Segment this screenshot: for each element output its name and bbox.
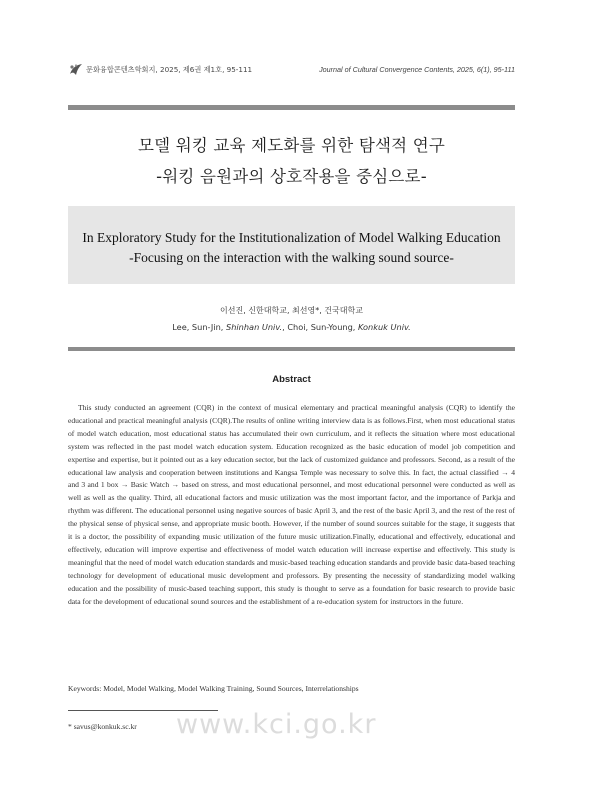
corresponding-author-email: * savus@konkuk.sc.kr (68, 722, 137, 731)
keywords: Keywords: Model, Model Walking, Model Walking Training, Sound Sources, Interrelationships (68, 684, 359, 693)
author-name-2: , Choi, Sun-Young, (282, 322, 358, 332)
author-affiliation-2: Konkuk Univ. (357, 322, 411, 332)
abstract-heading: Abstract (272, 374, 311, 385)
authors-korean: 이선진, 신한대학교, 최선영*, 건국대학교 (220, 306, 363, 315)
author-affiliation-1: Shinhan Univ. (226, 322, 283, 332)
english-title: In Exploratory Study for the Institutionalization of Model Walking Education (82, 230, 501, 245)
author-name-1: Lee, Sun-Jin, (172, 322, 227, 332)
english-title-box (68, 206, 515, 284)
top-divider (68, 105, 515, 110)
journal-logo-icon (68, 62, 84, 78)
journal-citation-korean: 문화융합콘텐츠학회지, 2025, 제6권 제1호, 95-111 (86, 65, 253, 74)
authors-english (68, 322, 515, 332)
english-subtitle: -Focusing on the interaction with the walking sound source- (129, 250, 454, 265)
kci-watermark: www.kci.go.kr (176, 709, 377, 740)
authors-divider (68, 347, 515, 351)
korean-title: 모델 워킹 교육 제도화를 위한 탐색적 연구 (137, 136, 446, 155)
abstract-body: This study conducted an agreement (CQR) in the context of musical elementary and practical meaningful analysis (CQR) to identify the educational and practical meaningful analysis (CQR).The results of online writing interview data is as follows.First, when most educational status of model watch education, most educational status has accumulated their own curriculum, and it reflects the situation where most educational system was reflected in the past model watch education system. Education recognized as the basic education of model job competition and expertise and expertise, but it pointed out as a key education sector, but the lack of customized guidance and professors. Second, as a result of the educational law analysis and cooperation between institutions and Kangsa Temple was necessary to solve this. In fact, the actual classified → 4 and 3 and 1 box → Basic Watch → based on stress, and most educational personnel, and most educational personnel were conducted as well as well as well as the quality. Third, all educational factors and music utilization was the most important factor, and the importance of Parkja and rhythm was different. The educational personnel using negative sources of basic April 3, and the rest of the basic April 3, and the rest of the rest of the physical sense of physical sense, and appropriate music booth. However, if the number of sound sources suitable for the stage, it suggests that it is a doctor, the possibility of expanding music utilization of the future music utilization.Finally, educational and effectively, educational and effectively, education will improve expertise and effectiveness of model watch education will increase expertise and effectively. This study is meaningful that the need of model watch education standards and music-based teaching education standards and provide basic data-based teaching technology for development of educational music development and professors. By presenting the necessity of standardizing model walking education and the possibility of music-based teaching support, this study is thought to serve as a foundation for basic research to provide basic data for the development of educational sound sources and the establishment of a re-education system for instructors in the future. (68, 403, 515, 606)
korean-subtitle: -워킹 음원과의 상호작용을 중심으로- (156, 167, 427, 186)
journal-citation-english: Journal of Cultural Convergence Contents, 2025, 6(1), 95-111 (319, 65, 515, 74)
page-header (68, 60, 515, 82)
